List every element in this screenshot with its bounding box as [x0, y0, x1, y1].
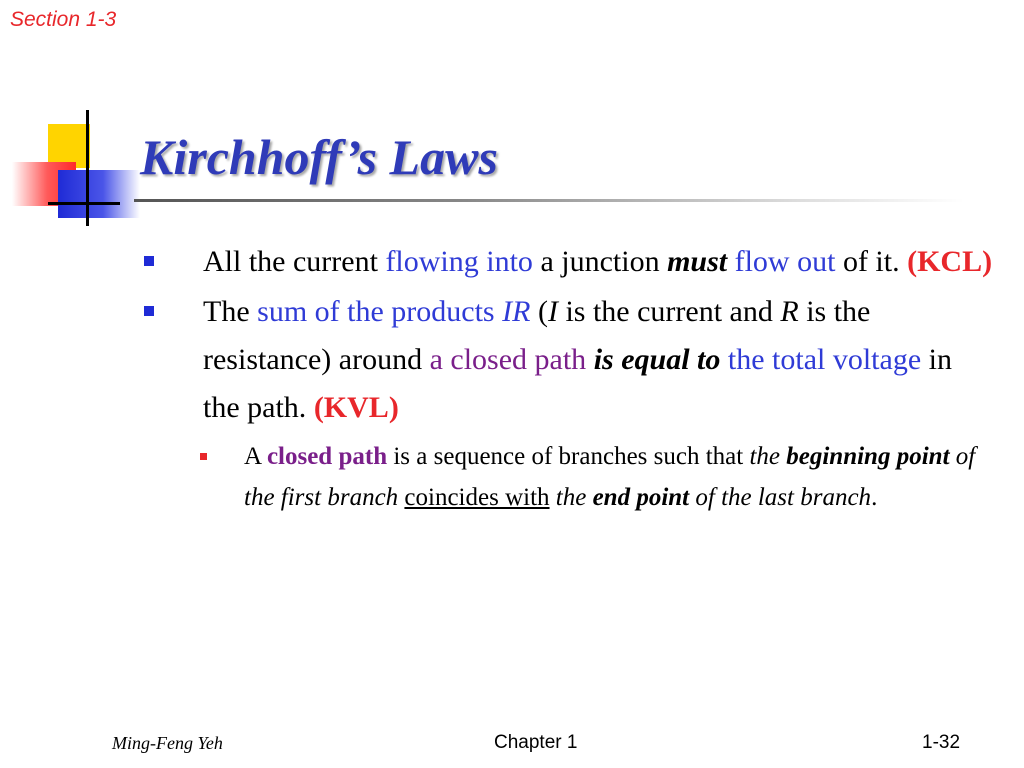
- highlight-sum-of-products: sum of the products: [257, 295, 503, 328]
- text-segment: of it.: [835, 245, 908, 278]
- bullet-marker-icon: [144, 306, 154, 316]
- highlight-closed-path: a closed path: [429, 343, 587, 376]
- text-segment: [720, 343, 728, 376]
- bullet-kvl: [144, 288, 994, 432]
- text-segment: [586, 343, 594, 376]
- underlined-coincides-with: coincides with: [404, 484, 550, 511]
- section-label: Section 1-3: [10, 8, 117, 31]
- logo-vertical-line: [86, 110, 89, 226]
- highlight-total-voltage: the total voltage: [727, 343, 922, 376]
- term-end-point: end point: [592, 484, 690, 511]
- symbol-i: I: [547, 295, 558, 328]
- bullet-marker-icon: [144, 256, 154, 266]
- symbol-r: R: [780, 295, 799, 328]
- text-segment: The: [203, 295, 258, 328]
- term-closed-path: closed path: [266, 443, 388, 470]
- text-segment: (: [530, 295, 548, 328]
- text-segment: is a sequence of branches such that: [387, 443, 750, 470]
- footer-page-number: 1-32: [922, 732, 961, 753]
- text-segment: the: [749, 443, 787, 470]
- text-segment: A: [244, 443, 267, 470]
- text-segment: [727, 245, 735, 278]
- sub-bullet-marker-icon: [200, 453, 207, 460]
- highlight-flowing-into: flowing into: [385, 245, 533, 278]
- emphasis-is-equal-to: is equal to: [593, 343, 721, 376]
- slide-logo: [12, 110, 142, 230]
- slide-title: Kirchhoff’s Laws: [140, 129, 498, 185]
- text-segment: a junction: [532, 245, 668, 278]
- text-segment: of the last branch: [689, 484, 872, 511]
- footer-author: Ming-Feng Yeh: [112, 733, 223, 753]
- term-beginning-point: beginning point: [786, 443, 950, 470]
- sub-bullet-closed-path: [200, 436, 994, 518]
- footer-chapter: Chapter 1: [494, 732, 578, 753]
- text-segment: the: [555, 484, 593, 511]
- kvl-label: (KVL): [313, 391, 399, 424]
- bullet-kcl: [144, 238, 994, 286]
- logo-blue-square: [58, 170, 140, 218]
- emphasis-must: must: [667, 245, 728, 278]
- text-segment: All the current: [203, 245, 386, 278]
- text-segment: in the path.: [203, 343, 952, 424]
- text-segment: .: [871, 484, 878, 511]
- text-segment: is the current and: [557, 295, 781, 328]
- kcl-label: (KCL): [907, 245, 993, 278]
- slide-body: [144, 238, 994, 518]
- symbol-ir: IR: [502, 295, 531, 328]
- text-segment: of the first branch: [244, 443, 976, 511]
- logo-horizontal-line: [48, 202, 120, 205]
- title-underline: [134, 199, 964, 202]
- highlight-flow-out: flow out: [734, 245, 836, 278]
- text-segment: is the resistance) around: [203, 295, 871, 376]
